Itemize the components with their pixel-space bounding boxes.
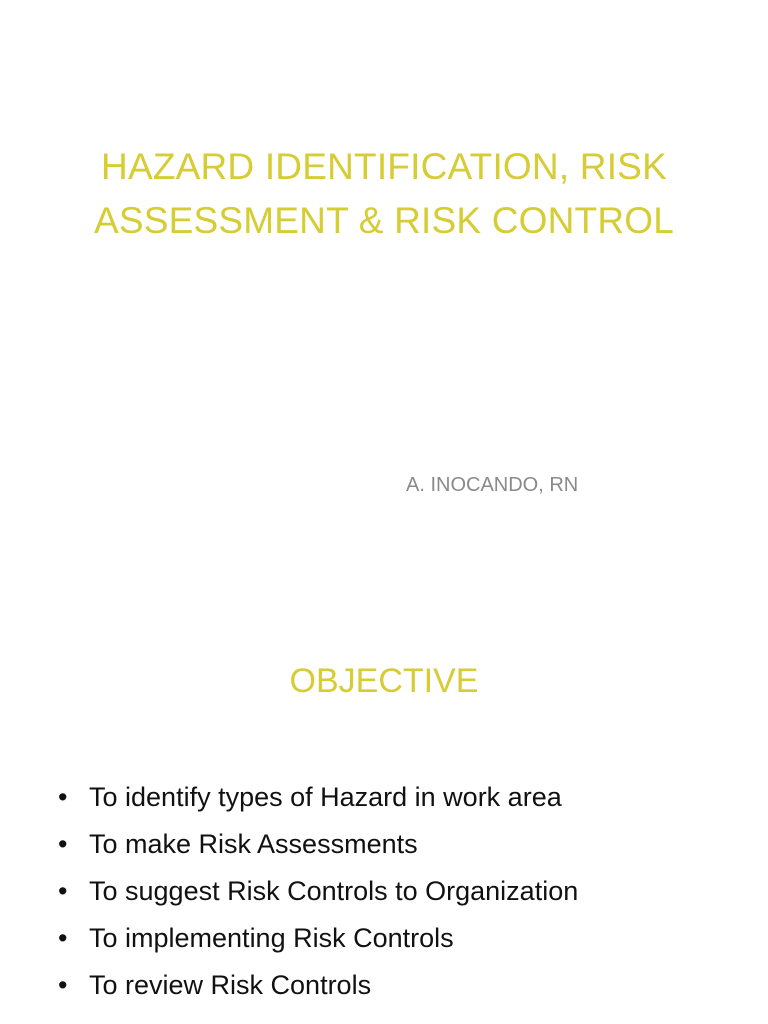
list-item <box>58 970 578 1017</box>
list-item <box>58 782 578 829</box>
list-item <box>58 829 578 876</box>
bullet-icon: • <box>58 782 68 812</box>
objective-heading: OBJECTIVE <box>289 662 479 700</box>
slide-title-line-1: HAZARD IDENTIFICATION, RISK <box>101 146 667 187</box>
bullet-text: To review Risk Controls <box>89 970 372 1000</box>
bullet-icon: • <box>58 923 68 953</box>
bullet-icon: • <box>58 970 68 1000</box>
bullet-text: To identify types of Hazard in work area <box>89 782 562 812</box>
slide-title-line-2: ASSESSMENT & RISK CONTROL <box>94 200 674 241</box>
bullet-text: To make Risk Assessments <box>89 829 418 859</box>
list-item <box>58 923 578 970</box>
list-item <box>58 876 578 923</box>
bullet-text: To suggest Risk Controls to Organization <box>89 876 579 906</box>
bullet-text: To implementing Risk Controls <box>89 923 454 953</box>
author-subtitle: A. INOCANDO, RN <box>406 474 579 496</box>
bullet-icon: • <box>58 829 68 859</box>
bullet-icon: • <box>58 876 68 906</box>
objective-bullet-list <box>58 782 578 1017</box>
slide-title <box>0 140 768 248</box>
